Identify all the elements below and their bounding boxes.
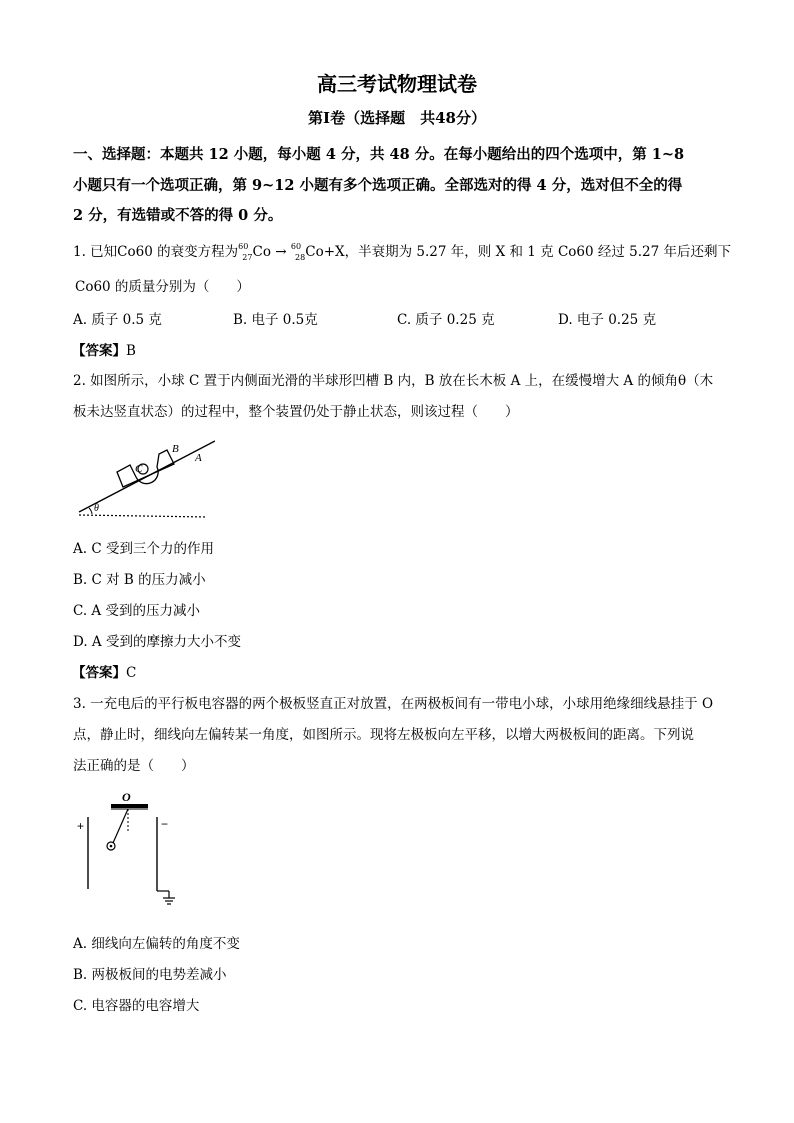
q3-stem-line-2: 点，静止时，细线向左偏转某一角度，如图所示。现将左极板向左平移，以增大两极板间的距离。下列说 bbox=[73, 727, 694, 743]
q2-option-c: C. A 受到的压力减小 bbox=[73, 603, 200, 619]
co-b-symbol: Co bbox=[305, 244, 324, 260]
answer-value: B bbox=[126, 343, 136, 359]
q1-answer bbox=[72, 339, 136, 359]
co-a-mass-number: 60 bbox=[238, 242, 249, 251]
section-instructions-line-3: 2 分，有选错或不答的得 0 分。 bbox=[73, 207, 283, 224]
answer-label: 【答案】 bbox=[72, 665, 126, 681]
q1-option-b: B. 电子 0.5克 bbox=[233, 312, 318, 328]
plus-x: +X bbox=[323, 244, 345, 260]
q2-option-a: A. C 受到三个力的作用 bbox=[73, 541, 214, 557]
q3-option-b: B. 两极板间的电势差减小 bbox=[73, 967, 227, 983]
co-b-mass-number: 60 bbox=[290, 242, 302, 251]
label-c: C bbox=[135, 463, 143, 475]
co-a-atomic-number: 27 bbox=[242, 253, 253, 262]
capacitor-figure bbox=[75, 788, 185, 913]
q1-option-a: A. 质子 0.5 克 bbox=[73, 312, 162, 328]
reaction-arrow: → bbox=[270, 244, 291, 260]
decay-equation bbox=[238, 244, 345, 260]
label-theta: θ bbox=[94, 503, 99, 514]
label-a: A bbox=[195, 452, 202, 464]
q2-option-b: B. C 对 B 的压力减小 bbox=[73, 572, 206, 588]
q1-stem-line-2: Co60 的质量分别为（ ） bbox=[75, 279, 250, 295]
label-o: O bbox=[122, 790, 131, 804]
page-title: 高三考试物理试卷 bbox=[317, 72, 477, 96]
label-minus: − bbox=[161, 817, 169, 831]
q3-option-a: A. 细线向左偏转的角度不变 bbox=[73, 936, 240, 952]
label-plus: + bbox=[77, 819, 85, 833]
q1-option-c: C. 质子 0.25 克 bbox=[397, 312, 495, 328]
q2-answer bbox=[72, 661, 136, 681]
section-instructions-line-1: 一、选择题：本题共 12 小题，每小题 4 分，共 48 分。在每小题给出的四个选项中，第 1~8 bbox=[73, 146, 685, 163]
incline-figure bbox=[75, 432, 215, 524]
section-subtitle: 第Ⅰ卷（选择题 共48分） bbox=[308, 109, 486, 127]
q3-stem-line-1: 3. 一充电后的平行板电容器的两个极板竖直正对放置，在两极板间有一带电小球，小球用绝缘细线悬挂于 O bbox=[73, 696, 714, 712]
q1-stem-post: ，半衰期为 5.27 年，则 X 和 1 克 Co60 经过 5.27 年后还剩下 bbox=[344, 244, 732, 260]
q3-option-c: C. 电容器的电容增大 bbox=[73, 998, 200, 1014]
co-a-symbol: Co bbox=[252, 244, 271, 260]
q1-stem-pre: 1. 已知Co60 的衰变方程为 bbox=[73, 244, 239, 260]
section-instructions-line-2: 小题只有一个选项正确，第 9~12 小题有多个选项正确。全部选对的得 4 分，选对但不全的得 bbox=[73, 177, 683, 194]
q3-stem-line-3: 法正确的是（ ） bbox=[73, 758, 195, 774]
answer-label: 【答案】 bbox=[72, 343, 126, 359]
co-b-atomic-number: 28 bbox=[295, 253, 306, 262]
q1-option-d: D. 电子 0.25 克 bbox=[558, 312, 657, 328]
q2-stem-line-2: 板未达竖直状态）的过程中，整个装置仍处于静止状态，则该过程（ ） bbox=[73, 404, 519, 420]
q2-stem-line-1: 2. 如图所示，小球 C 置于内侧面光滑的半球形凹槽 B 内，B 放在长木板 A 上，在缓慢增大 A 的倾角θ（木 bbox=[73, 373, 714, 389]
label-b: B bbox=[172, 443, 179, 455]
answer-value: C bbox=[126, 665, 137, 681]
q2-option-d: D. A 受到的摩擦力大小不变 bbox=[73, 634, 241, 650]
q1-stem-line-1 bbox=[73, 240, 731, 260]
